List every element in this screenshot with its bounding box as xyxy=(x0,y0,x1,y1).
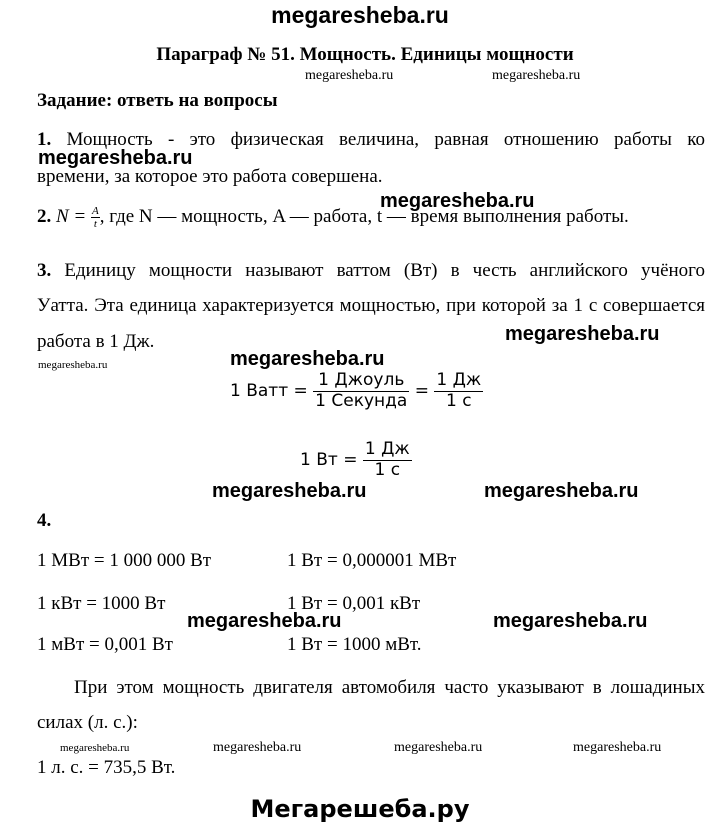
fraction-denominator: 1 с xyxy=(446,390,472,411)
j-per-s-fraction xyxy=(434,371,483,411)
fraction-numerator: 1 Дж xyxy=(436,370,482,390)
horsepower-value: 1 л. с. = 735,5 Вт. xyxy=(37,757,176,778)
fraction-numerator: 1 Дж xyxy=(364,439,410,459)
j-per-s-fraction xyxy=(363,440,412,480)
question-3-line-1 xyxy=(37,260,705,282)
formula-lhs: 1 Вт = xyxy=(300,450,358,471)
question-2 xyxy=(37,205,629,230)
question-number: 2. xyxy=(37,205,52,227)
question-4-number: 4. xyxy=(37,510,52,531)
question-text: , где N — мощность, A — работа, t — время выполнения работы. xyxy=(99,205,629,227)
watermark: megaresheba.ru xyxy=(573,740,662,755)
watermark: megaresheba.ru xyxy=(484,480,639,502)
question-text: Мощность - это физическая величина, равная отношению работы ко xyxy=(51,129,705,150)
question-text: Единицу мощности называют ваттом (Вт) в честь английского учёного xyxy=(51,260,705,281)
fraction-numerator: 1 Джоуль xyxy=(313,371,409,392)
horsepower-line-1: При этом мощность двигателя автомобиля часто указывают в лошадиных xyxy=(74,677,705,698)
watermark: megaresheba.ru xyxy=(505,323,660,345)
joule-per-second-fraction xyxy=(313,371,409,411)
watermark: megaresheba.ru xyxy=(60,742,130,754)
watermark: megaresheba.ru xyxy=(212,480,367,502)
question-3-line-2: Уатта. Эта единица характеризуется мощностью, при которой за 1 с совершается xyxy=(37,295,705,316)
question-number: 1. xyxy=(37,129,52,150)
header-watermark: megaresheba.ru xyxy=(271,2,449,28)
unit-conversion-left: 1 кВт = 1000 Вт xyxy=(37,593,166,614)
unit-conversion-left: 1 мВт = 0,001 Вт xyxy=(37,634,173,655)
unit-conversion-right: 1 Вт = 1000 мВт. xyxy=(287,634,422,655)
watermark: megaresheba.ru xyxy=(38,359,108,371)
power-fraction xyxy=(91,205,100,230)
fraction-denominator: t xyxy=(93,218,97,231)
watermark: megaresheba.ru xyxy=(38,147,193,169)
question-1-line-2: времени, за которое это работа совершена. xyxy=(37,166,383,187)
watermark: megaresheba.ru xyxy=(394,740,483,755)
page-title: Параграф № 51. Мощность. Единицы мощности xyxy=(156,44,574,65)
watermark: megaresheba.ru xyxy=(230,348,385,370)
watermark: megaresheba.ru xyxy=(380,190,535,212)
watt-short-formula xyxy=(300,440,412,480)
horsepower-line-2: силах (л. с.): xyxy=(37,712,138,733)
watt-formula xyxy=(230,371,483,411)
fraction-numerator: A xyxy=(92,205,99,217)
equals-sign: = xyxy=(414,381,429,402)
formula-lhs: N = xyxy=(56,205,87,227)
unit-conversion-left: 1 МВт = 1 000 000 Вт xyxy=(37,550,212,571)
watermark: megaresheba.ru xyxy=(187,610,342,632)
fraction-denominator: 1 Секунда xyxy=(315,390,408,411)
fraction-denominator: 1 с xyxy=(374,459,401,480)
unit-conversion-right: 1 Вт = 0,000001 МВт xyxy=(287,550,457,571)
watermark: megaresheba.ru xyxy=(305,68,394,83)
watermark: megaresheba.ru xyxy=(213,740,302,755)
unit-conversion-right: 1 Вт = 0,001 кВт xyxy=(287,593,421,614)
task-heading: Задание: ответь на вопросы xyxy=(37,90,278,111)
question-3-line-3: работа в 1 Дж. xyxy=(37,331,155,352)
watermark: megaresheba.ru xyxy=(493,610,648,632)
formula-lhs: 1 Ватт = xyxy=(230,381,308,402)
question-number: 3. xyxy=(37,260,52,281)
footer-watermark: Мегарешеба.ру xyxy=(250,795,470,823)
watermark: megaresheba.ru xyxy=(492,68,581,83)
